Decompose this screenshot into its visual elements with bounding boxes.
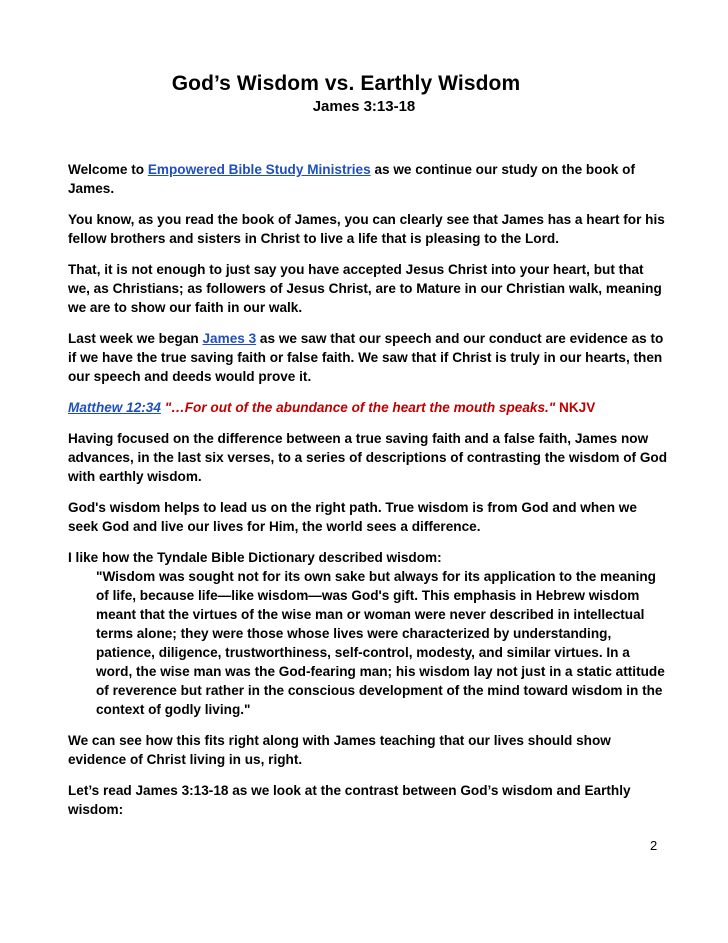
page-number: 2 xyxy=(650,838,658,853)
welcome-text: Welcome to xyxy=(68,162,148,177)
james-3-link[interactable]: James 3 xyxy=(202,331,257,346)
document-body xyxy=(68,160,668,831)
page-subtitle xyxy=(0,98,728,115)
paragraph-welcome xyxy=(68,160,668,198)
last-week-text: Last week we began xyxy=(68,331,203,346)
page-subtitle-text: James 3:13-18 xyxy=(312,98,416,115)
ministry-link[interactable]: Empowered Bible Study Ministries xyxy=(147,162,371,177)
page-title-text: God’s Wisdom vs. Earthly Wisdom xyxy=(171,72,521,95)
paragraph-contrast: Having focused on the difference between a true saving faith and a false faith, James now advances, in the last six verses, to a series of descriptions of contrasting the wisdom of God with earthly wisdom. xyxy=(68,431,668,484)
paragraph-evidence: We can see how this fits right along with James teaching that our lives should show evidence of Christ living in us, right. xyxy=(68,733,611,767)
paragraph-tyndale-intro: I like how the Tyndale Bible Dictionary described wisdom: xyxy=(68,550,442,565)
paragraph-maturity: That, it is not enough to just say you have accepted Jesus Christ into your heart, but that we, as Christians; as followers of Jesus Christ, are to Mature in our Christian walk, meaning we are to show our faith in our walk. xyxy=(68,262,662,315)
paragraph-last-week xyxy=(68,329,668,386)
matthew-reference-link[interactable]: Matthew 12:34 xyxy=(68,400,161,415)
verse-text: "…For out of the abundance of the heart the mouth speaks." xyxy=(160,400,556,415)
paragraph-scripture xyxy=(68,398,668,417)
welcome-text-end: as we continue our study on the book of James. xyxy=(68,162,636,196)
paragraph-lets-read: Let’s read James 3:13-18 as we look at the contrast between God’s wisdom and Earthly wisdom: xyxy=(68,783,631,817)
bible-version: NKJV xyxy=(555,400,596,415)
last-week-text-end: as we saw that our speech and our conduct are evidence as to if we have the true saving faith or false faith. We saw that if Christ is truly in our hearts, then our speech and deeds would prove it. xyxy=(68,331,664,384)
tyndale-quote: "Wisdom was sought not for its own sake but always for its application to the meaning of life, because life—like wisdom—was God's gift. This emphasis in Hebrew wisdom meant that the virtues of the wise man or woman were never described in intellectual terms alone; they were those whose lives were characterized by understanding, patience, diligence, trustworthiness, self-control, modesty, and similar virtues. In a word, the wise man was the God-fearing man; his wisdom lay not just in a static attitude of reverence but rather in the conscious development of the mind toward wisdom in the context of godly living." xyxy=(96,569,665,717)
paragraph-gods-wisdom: God's wisdom helps to lead us on the right path. True wisdom is from God and when we seek God and live our lives for Him, the world sees a difference. xyxy=(68,500,637,534)
paragraph-heart: You know, as you read the book of James, you can clearly see that James has a heart for his fellow brothers and sisters in Christ to live a life that is pleasing to the Lord. xyxy=(68,212,665,246)
page-title xyxy=(0,72,728,96)
